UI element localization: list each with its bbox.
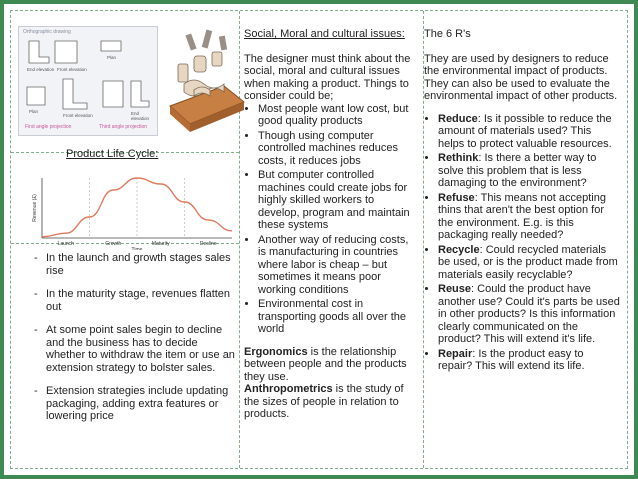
stage-label: Maturity [151, 241, 170, 247]
life-cycle-chart [18, 168, 242, 250]
ortho-view-label: End elevation [27, 67, 55, 72]
ortho-view-label: Plan [107, 55, 117, 60]
six-rs-text: : Could the product have another use? Could it's parts be used in other products? Is this information clearly communicated on the product? This will extend it's life. [438, 283, 620, 345]
six-rs-term: Reuse [438, 283, 472, 295]
third-angle-label: Third angle projection [99, 124, 148, 130]
social-moral-heading: Social, Moral and cultural issues: [244, 28, 405, 40]
social-moral-point: • Most people want low cost, but good quality products [258, 103, 416, 128]
life-cycle-note: - In the launch and growth stages sales rise [32, 252, 238, 277]
ortho-view-label: End elevation [131, 111, 150, 121]
six-rs-item [438, 192, 620, 242]
social-moral-point: • Though using computer controlled machines reduces costs, it reduces jobs [258, 130, 416, 168]
six-rs-term: Refuse [438, 191, 475, 204]
six-rs-intro: They are used by designers to reduce the environmental impact of products. They can also be used to evaluate the environmental impact of other products. [424, 52, 618, 102]
six-rs-column [424, 28, 620, 375]
ortho-title: Orthographic drawing [23, 29, 71, 35]
social-moral-intro: The designer must think about the social, moral and cultural issues when making a product. Things to consider could be; [244, 52, 411, 102]
ortho-view-label: Front elevation [63, 113, 93, 118]
stage-label: Growth [105, 241, 122, 247]
stage-label: Launch [57, 241, 74, 247]
life-cycle-note: - Extension strategies include updating packaging, adding extra features or lowering price [32, 385, 238, 423]
six-rs-text: : Is it possible to reduce the amount of materials used? This helps to protect valuable resources. [438, 112, 612, 150]
ortho-view-label: Plan [29, 109, 39, 114]
six-rs-text: : This means not accepting thins that aren't the best option for the environment. E.g. is this packaging really needed? [438, 191, 606, 241]
first-angle-label: First angle projection [25, 124, 72, 130]
stage-label: Decline [199, 241, 217, 247]
six-rs-term: Reduce [438, 112, 478, 125]
ergonomics-term: Ergonomics [244, 345, 308, 358]
six-rs-text: : Is there a better way to solve this problem that is less damaging to the environment? [438, 152, 597, 189]
life-cycle-list [18, 252, 238, 423]
social-moral-point: • Environmental cost in transporting goods all over the world [258, 298, 416, 336]
orthographic-drawing-image [18, 26, 158, 136]
six-rs-item [438, 244, 620, 282]
six-rs-item [438, 348, 620, 373]
social-moral-column [244, 28, 416, 421]
x-axis-label: Time [131, 247, 143, 250]
six-rs-list [424, 113, 620, 373]
life-cycle-notes [18, 252, 238, 434]
six-rs-item [438, 283, 620, 346]
life-cycle-note: - At some point sales begin to decline and the business has to decide whether to withdraw the item or use an extension strategy to bolster sales. [32, 324, 238, 374]
life-cycle-note: - In the maturity stage, revenues flatten out [32, 288, 238, 313]
six-rs-term: Repair [438, 347, 473, 360]
social-moral-point: • But computer controlled machines could create jobs for highly skilled workers to develop, program and maintain these systems [258, 169, 416, 232]
six-rs-text: : Is the product easy to repair? This will extend its life. [438, 347, 585, 372]
six-rs-term: Rethink [438, 152, 479, 164]
six-rs-heading: The 6 R's [424, 28, 471, 40]
y-axis-label: Revenue (£) [32, 194, 38, 222]
six-rs-term: Recycle [438, 243, 480, 256]
mechanism-image [164, 24, 246, 142]
ortho-view-label: Front elevation [57, 67, 87, 72]
product-life-cycle-heading: Product Life Cycle: [66, 148, 159, 160]
anthropometrics-definition: Anthropometrics is the study of the sizes of people in relation to products. [244, 383, 404, 420]
six-rs-text: : Could recycled materials be used, or is the product made from materials easily recyclable? [438, 243, 618, 281]
six-rs-item [438, 113, 620, 151]
six-rs-item [438, 152, 620, 190]
anthropometrics-term: Anthropometrics [244, 383, 333, 395]
social-moral-point: • Another way of reducing costs, is manufacturing in countries where labor is cheap – but sometimes it means poor working conditions [258, 234, 416, 297]
ergonomics-definition: Ergonomics is the relationship between people and the products they use. [244, 345, 407, 383]
social-moral-list [244, 103, 416, 336]
